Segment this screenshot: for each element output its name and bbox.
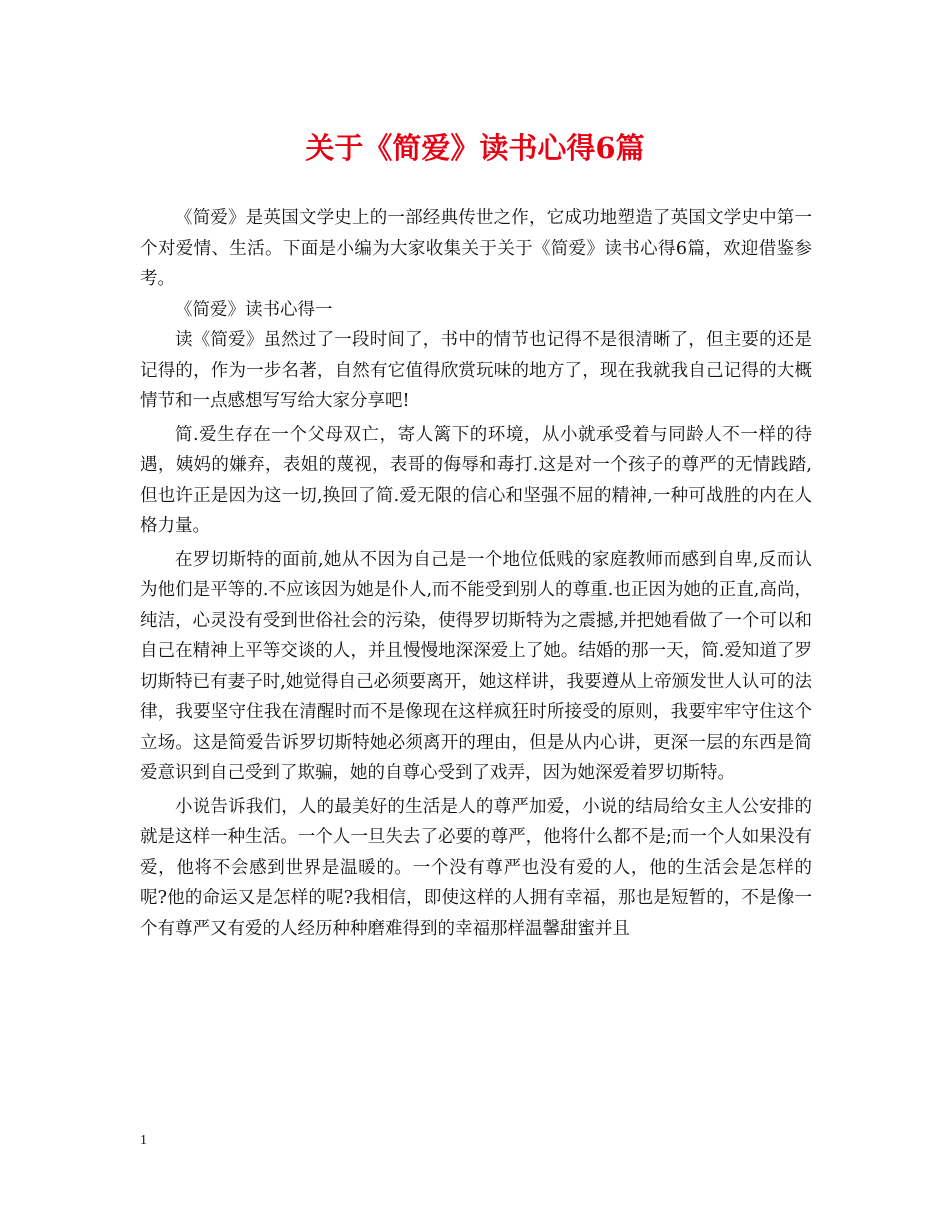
page-number: 1: [140, 1133, 147, 1148]
document-title: 关于《简爱》读书心得6篇: [305, 131, 645, 165]
document-body: [140, 203, 812, 944]
intro-paragraph: 《简爱》是英国文学史上的一部经典传世之作，它成功地塑造了英国文学史中第一个对爱情、生活。下面是小编为大家收集关于关于《简爱》读书心得6篇，欢迎借鉴参考。: [140, 208, 812, 289]
body-paragraph: 读《简爱》虽然过了一段时间了，书中的情节也记得不是很清晰了，但主要的还是记得的，作为一步名著，自然有它值得欣赏玩味的地方了，现在我就我自己记得的大概情节和一点感想写写给大家分享吧!: [140, 330, 812, 411]
body-paragraph: 在罗切斯特的面前,她从不因为自己是一个地位低贱的家庭教师而感到自卑,反而认为他们是平等的.不应该因为她是仆人,而不能受到别人的尊重.也正因为她的正直,高尚，纯洁，心灵没有受到世俗社会的污染，使得罗切斯特为之震撼,并把她看做了一个可以和自己在精神上平等交谈的人，并且慢慢地深深爱上了她。结婚的那一天，简.爱知道了罗切斯特已有妻子时,她觉得自己必须要离开，她这样讲，我要遵从上帝颁发世人认可的法律，我要坚守住我在清醒时而不是像现在这样疯狂时所接受的原则，我要牢牢守住这个立场。这是简爱告诉罗切斯特她必须离开的理由，但是从内心讲，更深一层的东西是简爱意识到自己受到了欺骗，她的自尊心受到了戏弄，因为她深爱着罗切斯特。: [140, 549, 812, 783]
section-heading: 《简爱》读书心得一: [175, 299, 333, 320]
body-paragraph: 小说告诉我们，人的最美好的生活是人的尊严加爱，小说的结局给女主人公安排的就是这样一种生活。一个人一旦失去了必要的尊严，他将什么都不是;而一个人如果没有爱，他将不会感到世界是温暖的。一个没有尊严也没有爱的人，他的生活会是怎样的呢?他的命运又是怎样的呢?我相信，即使这样的人拥有幸福，那也是短暂的，不是像一个有尊严又有爱的人经历种种磨难得到的幸福那样温馨甜蜜并且: [140, 796, 812, 939]
body-paragraph: 简.爱生存在一个父母双亡，寄人篱下的环境，从小就承受着与同龄人不一样的待遇，姨妈的嫌弃，表姐的蔑视，表哥的侮辱和毒打.这是对一个孩子的尊严的无情践踏,但也许正是因为这一切,换回了简.爱无限的信心和坚强不屈的精神,一种可战胜的内在人格力量。: [140, 424, 812, 536]
